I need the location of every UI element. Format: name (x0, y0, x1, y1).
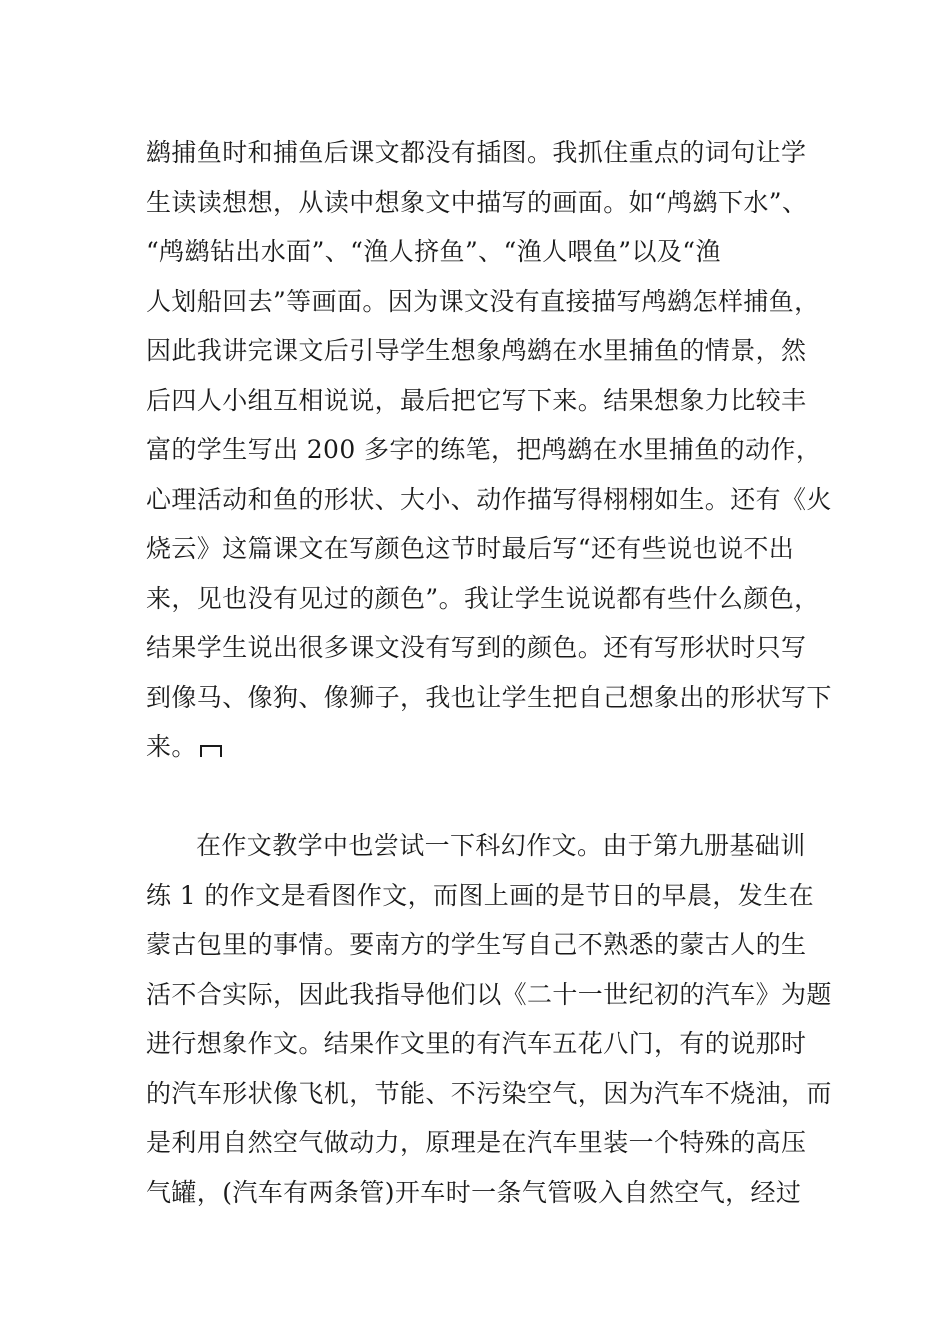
text-line: 的汽车形状像飞机，节能、不污染空气，因为汽车不烧油，而 (146, 1079, 832, 1108)
text-line: 到像马、像狗、像狮子，我也让学生把自己想象出的形状写下 (146, 683, 832, 712)
text-line: 是利用自然空气做动力，原理是在汽车里装一个特殊的高压 (146, 1128, 807, 1157)
text-line: 结果学生说出很多课文没有写到的颜色。还有写形状时只写 (146, 633, 807, 662)
text-line: 后四人小组互相说说，最后把它写下来。结果想象力比较丰 (146, 386, 807, 415)
text-line: 心理活动和鱼的形状、大小、动作描写得栩栩如生。还有《火 (146, 485, 832, 514)
text-line: “鸬鹚钻出水面”、“渔人挤鱼”、“渔人喂鱼”以及“渔 (146, 237, 721, 266)
text-line: 活不合实际，因此我指导他们以《二十一世纪初的汽车》为题 (146, 980, 832, 1009)
text-line: 生读读想想，从读中想象文中描写的画面。如“鸬鹚下水”、 (146, 188, 808, 217)
text-line: 人划船回去”等画面。因为课文没有直接描写鸬鹚怎样捕鱼， (146, 287, 820, 316)
text-line: 富的学生写出 200 多字的练笔，把鸬鹚在水里捕鱼的动作， (146, 435, 822, 464)
text-line: 在作文教学中也尝试一下科幻作文。由于第九册基础训 (196, 831, 806, 860)
text-line: 蒙古包里的事情。要南方的学生写自己不熟悉的蒙古人的生 (146, 930, 807, 959)
text-line: 鹚捕鱼时和捕鱼后课文都没有插图。我抓住重点的词句让学 (146, 138, 807, 167)
text-line: 气罐，(汽车有两条管)开车时一条气管吸入自然空气，经过 (146, 1178, 802, 1207)
text-line: 来。 (146, 732, 197, 761)
text-line: 因此我讲完课文后引导学生想象鸬鹚在水里捕鱼的情景，然 (146, 336, 807, 365)
text-line: 练 1 的作文是看图作文，而图上画的是节日的早晨，发生在 (146, 881, 815, 910)
paragraph-end-mark (200, 745, 222, 757)
text-line: 烧云》这篇课文在写颜色这节时最后写“还有些说也说不出 (146, 534, 795, 563)
text-line: 来，见也没有见过的颜色”。我让学生说说都有些什么颜色， (146, 584, 820, 613)
text-line: 进行想象作文。结果作文里的有汽车五花八门，有的说那时 (146, 1029, 807, 1058)
